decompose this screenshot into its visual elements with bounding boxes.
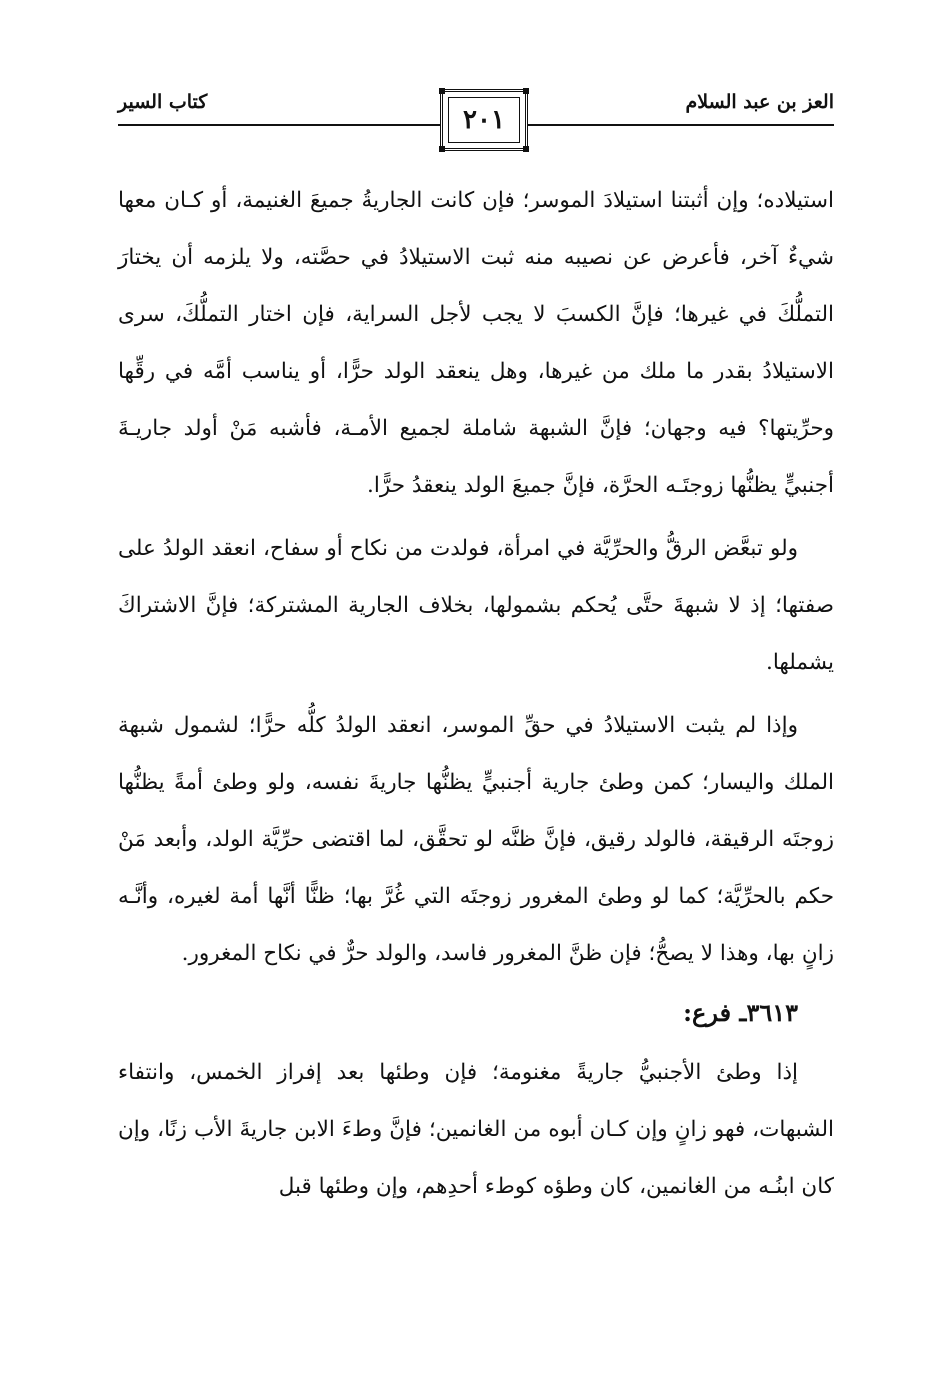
running-header-author: العز بن عبد السلام — [685, 91, 834, 113]
paragraph: وإذا لم يثبت الاستيلادُ في حقِّ الموسر، انعقد الولدُ كلُّه حرًّا؛ لشمول شبهة الملك واليسار؛ كمن وطئ جارية أجنبيٍّ يظنُّها جاريةَ نفسه، ولو وطئ أمةً يظنُّها زوجتَه الرقيقة، فالولد رقيق، فإنَّ ظنَّه لو تحقَّق، لما اقتضى حرِّيَّة الولد، وأبعد مَنْ حكم بالحرِّيَّة؛ كما لو وطئ المغرور زوجتَه التي غُرَّ بها؛ ظنًّا أنَّها أمة لغيره، وأنَّـه زانٍ بها، وهذا لا يصحُّ؛ فإن ظنَّ المغرور فاسد، والولد حرٌّ في نكاح المغرور. — [118, 713, 834, 966]
page-number: ٢٠١ — [463, 105, 505, 135]
paragraph: استيلاده؛ وإن أثبتنا استيلادَ الموسر؛ فإن كانت الجاريةُ جميعَ الغنيمة، أو كـان معها شيءٌ آخر، فأعرض عن نصيبه منه ثبت الاستيلادُ في حصَّته، ولا يلزمه أن يختارَ التملُّكَ في غيرها؛ فإنَّ الكسبَ لا يجب لأجل السراية، فإن اختار التملُّكَ، سرى الاستيلادُ بقدر ما ملك من غيرها، وهل ينعقد الولد حرًّا، أو يناسب أمَّه في رقِّها وحرِّيتها؟ فيه وجهان؛ فإنَّ الشبهة شاملة لجميع الأمـة، فأشبه مَنْ أولد جاريـةَ أجنبيٍّ يظنُّها زوجتَـه الحرَّة، فإنَّ جميعَ الولد ينعقدُ حرًّا. — [118, 188, 834, 498]
body-text — [118, 172, 834, 1215]
header-rule-left — [118, 124, 440, 126]
page-number-frame — [440, 89, 528, 151]
section-heading: ٣٦١٣ـ فرع: — [683, 998, 798, 1027]
running-header-chapter: كتاب السير — [118, 91, 208, 113]
frame-corner-ornament — [439, 88, 445, 94]
paragraph: ولو تبعَّض الرقُّ والحرِّيَّة في امرأة، فولدت من نكاح أو سفاح، انعقد الولدُ على صفتها؛ إذ لا شبهةَ حتَّى يُحكم بشمولها، بخلاف الجارية المشتركة؛ فإنَّ الاشتراكَ يشملها. — [118, 536, 834, 675]
header-rule-right — [528, 124, 834, 126]
paragraph: إذا وطئ الأجنبيُّ جاريةً مغنومة؛ فإن وطئها بعد إفراز الخمس، وانتفاء الشبهات، فهو زانٍ وإن كـان أبوه من الغانمين؛ فإنَّ وطءَ الابن جاريةَ الأب زنًا، وإن كان ابنُـه من الغانمين، كان وطؤه كوطء أحدِهم، وإن وطئها قبل — [118, 1060, 834, 1199]
frame-corner-ornament — [523, 146, 529, 152]
frame-corner-ornament — [439, 146, 445, 152]
frame-corner-ornament — [523, 88, 529, 94]
